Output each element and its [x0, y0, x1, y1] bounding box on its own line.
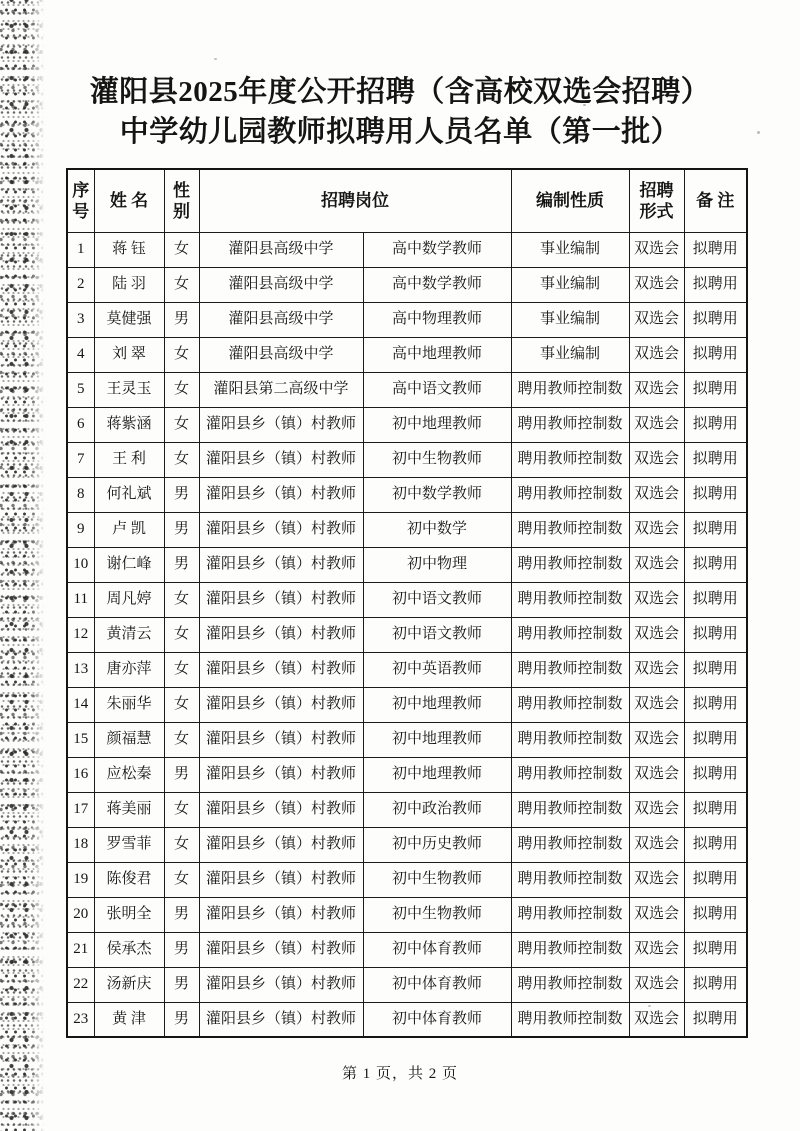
cell-remark: 拟聘用 — [684, 932, 747, 967]
cell-name: 王灵玉 — [94, 372, 164, 407]
cell-form: 双选会 — [629, 792, 684, 827]
header-position: 招聘岗位 — [199, 169, 511, 232]
cell-form: 双选会 — [629, 897, 684, 932]
cell-name: 侯承杰 — [94, 932, 164, 967]
cell-establishment: 聘用教师控制数 — [511, 547, 629, 582]
cell-establishment: 聘用教师控制数 — [511, 372, 629, 407]
cell-establishment: 聘用教师控制数 — [511, 792, 629, 827]
cell-name: 何礼斌 — [94, 477, 164, 512]
cell-seq: 4 — [67, 337, 94, 372]
cell-establishment: 聘用教师控制数 — [511, 827, 629, 862]
table-row — [67, 897, 747, 932]
cell-school: 灌阳县乡（镇）村教师 — [199, 652, 363, 687]
cell-gender: 男 — [164, 512, 199, 547]
cell-remark: 拟聘用 — [684, 827, 747, 862]
cell-school: 灌阳县高级中学 — [199, 302, 363, 337]
cell-gender: 女 — [164, 617, 199, 652]
cell-form: 双选会 — [629, 302, 684, 337]
cell-remark: 拟聘用 — [684, 477, 747, 512]
cell-gender: 女 — [164, 582, 199, 617]
header-gender: 性别 — [164, 169, 199, 232]
cell-school: 灌阳县高级中学 — [199, 267, 363, 302]
cell-school: 灌阳县乡（镇）村教师 — [199, 1002, 363, 1037]
cell-seq: 21 — [67, 932, 94, 967]
cell-school: 灌阳县高级中学 — [199, 232, 363, 267]
cell-establishment: 聘用教师控制数 — [511, 617, 629, 652]
cell-establishment: 聘用教师控制数 — [511, 967, 629, 1002]
cell-remark: 拟聘用 — [684, 302, 747, 337]
cell-establishment: 事业编制 — [511, 337, 629, 372]
header-recruit-form: 招聘形式 — [629, 169, 684, 232]
cell-form: 双选会 — [629, 582, 684, 617]
cell-post: 高中语文教师 — [363, 372, 511, 407]
cell-seq: 23 — [67, 1002, 94, 1037]
cell-remark: 拟聘用 — [684, 267, 747, 302]
cell-post: 初中语文教师 — [363, 617, 511, 652]
cell-gender: 男 — [164, 967, 199, 1002]
scan-speck — [214, 58, 217, 60]
table-row — [67, 477, 747, 512]
cell-school: 灌阳县乡（镇）村教师 — [199, 407, 363, 442]
cell-remark: 拟聘用 — [684, 792, 747, 827]
cell-gender: 男 — [164, 477, 199, 512]
table-row — [67, 967, 747, 1002]
cell-school: 灌阳县乡（镇）村教师 — [199, 477, 363, 512]
cell-seq: 15 — [67, 722, 94, 757]
cell-name: 卢 凯 — [94, 512, 164, 547]
cell-name: 陆 羽 — [94, 267, 164, 302]
cell-form: 双选会 — [629, 932, 684, 967]
cell-name: 唐亦萍 — [94, 652, 164, 687]
cell-post: 初中体育教师 — [363, 967, 511, 1002]
cell-seq: 3 — [67, 302, 94, 337]
cell-post: 高中数学教师 — [363, 232, 511, 267]
cell-school: 灌阳县乡（镇）村教师 — [199, 862, 363, 897]
cell-post: 初中历史教师 — [363, 827, 511, 862]
table-row — [67, 757, 747, 792]
table-header — [67, 169, 747, 232]
table-row — [67, 232, 747, 267]
cell-seq: 17 — [67, 792, 94, 827]
cell-seq: 14 — [67, 687, 94, 722]
cell-remark: 拟聘用 — [684, 757, 747, 792]
table-row — [67, 827, 747, 862]
cell-post: 高中地理教师 — [363, 337, 511, 372]
header-establishment: 编制性质 — [511, 169, 629, 232]
cell-name: 周凡婷 — [94, 582, 164, 617]
cell-form: 双选会 — [629, 1002, 684, 1037]
cell-establishment: 聘用教师控制数 — [511, 1002, 629, 1037]
cell-name: 刘 翠 — [94, 337, 164, 372]
cell-post: 初中生物教师 — [363, 862, 511, 897]
header-remark: 备 注 — [684, 169, 747, 232]
cell-name: 蒋 钰 — [94, 232, 164, 267]
cell-form: 双选会 — [629, 477, 684, 512]
cell-post: 高中物理教师 — [363, 302, 511, 337]
cell-form: 双选会 — [629, 617, 684, 652]
cell-name: 颜福慧 — [94, 722, 164, 757]
cell-name: 汤新庆 — [94, 967, 164, 1002]
cell-name: 谢仁峰 — [94, 547, 164, 582]
table-row — [67, 652, 747, 687]
title-line-2: 中学幼儿园教师拟聘用人员名单（第一批） — [119, 116, 681, 148]
cell-post: 初中英语教师 — [363, 652, 511, 687]
cell-name: 陈俊君 — [94, 862, 164, 897]
roster-table — [66, 168, 748, 1038]
cell-school: 灌阳县乡（镇）村教师 — [199, 582, 363, 617]
cell-gender: 女 — [164, 232, 199, 267]
cell-post: 初中生物教师 — [363, 442, 511, 477]
cell-form: 双选会 — [629, 337, 684, 372]
cell-gender: 女 — [164, 827, 199, 862]
scan-noise-band — [0, 0, 48, 1131]
cell-gender: 女 — [164, 652, 199, 687]
cell-establishment: 聘用教师控制数 — [511, 757, 629, 792]
header-name: 姓 名 — [94, 169, 164, 232]
table-row — [67, 512, 747, 547]
cell-name: 蒋紫涵 — [94, 407, 164, 442]
table-row — [67, 267, 747, 302]
cell-remark: 拟聘用 — [684, 512, 747, 547]
cell-form: 双选会 — [629, 722, 684, 757]
cell-post: 初中地理教师 — [363, 757, 511, 792]
cell-post: 初中体育教师 — [363, 1002, 511, 1037]
table-row — [67, 792, 747, 827]
table-row — [67, 372, 747, 407]
cell-establishment: 聘用教师控制数 — [511, 932, 629, 967]
cell-school: 灌阳县乡（镇）村教师 — [199, 442, 363, 477]
cell-form: 双选会 — [629, 967, 684, 1002]
cell-remark: 拟聘用 — [684, 862, 747, 897]
cell-establishment: 聘用教师控制数 — [511, 897, 629, 932]
cell-establishment: 聘用教师控制数 — [511, 687, 629, 722]
cell-establishment: 事业编制 — [511, 267, 629, 302]
table-row — [67, 722, 747, 757]
cell-school: 灌阳县乡（镇）村教师 — [199, 722, 363, 757]
cell-seq: 11 — [67, 582, 94, 617]
cell-seq: 16 — [67, 757, 94, 792]
cell-gender: 男 — [164, 932, 199, 967]
cell-seq: 9 — [67, 512, 94, 547]
cell-post: 初中地理教师 — [363, 722, 511, 757]
table-row — [67, 442, 747, 477]
cell-gender: 女 — [164, 687, 199, 722]
cell-gender: 女 — [164, 442, 199, 477]
cell-gender: 女 — [164, 337, 199, 372]
table-row — [67, 302, 747, 337]
cell-remark: 拟聘用 — [684, 1002, 747, 1037]
cell-name: 蒋美丽 — [94, 792, 164, 827]
cell-establishment: 聘用教师控制数 — [511, 442, 629, 477]
cell-post: 初中政治教师 — [363, 792, 511, 827]
cell-seq: 19 — [67, 862, 94, 897]
cell-remark: 拟聘用 — [684, 582, 747, 617]
cell-post: 初中地理教师 — [363, 407, 511, 442]
cell-gender: 女 — [164, 862, 199, 897]
table-row — [67, 407, 747, 442]
cell-post: 初中物理 — [363, 547, 511, 582]
cell-remark: 拟聘用 — [684, 722, 747, 757]
cell-school: 灌阳县乡（镇）村教师 — [199, 687, 363, 722]
cell-form: 双选会 — [629, 547, 684, 582]
cell-form: 双选会 — [629, 407, 684, 442]
cell-school: 灌阳县乡（镇）村教师 — [199, 757, 363, 792]
cell-post: 初中体育教师 — [363, 932, 511, 967]
cell-form: 双选会 — [629, 442, 684, 477]
cell-name: 张明全 — [94, 897, 164, 932]
cell-remark: 拟聘用 — [684, 687, 747, 722]
cell-name: 应松秦 — [94, 757, 164, 792]
cell-gender: 女 — [164, 267, 199, 302]
cell-post: 初中数学教师 — [363, 477, 511, 512]
cell-name: 王 利 — [94, 442, 164, 477]
cell-name: 朱丽华 — [94, 687, 164, 722]
header-seq: 序号 — [67, 169, 94, 232]
cell-gender: 男 — [164, 1002, 199, 1037]
table-row — [67, 547, 747, 582]
table-row — [67, 582, 747, 617]
cell-establishment: 事业编制 — [511, 302, 629, 337]
cell-form: 双选会 — [629, 232, 684, 267]
cell-name: 罗雪菲 — [94, 827, 164, 862]
cell-school: 灌阳县乡（镇）村教师 — [199, 967, 363, 1002]
cell-seq: 20 — [67, 897, 94, 932]
cell-gender: 女 — [164, 792, 199, 827]
cell-remark: 拟聘用 — [684, 967, 747, 1002]
table-body — [67, 232, 747, 1037]
cell-school: 灌阳县第二高级中学 — [199, 372, 363, 407]
cell-gender: 女 — [164, 372, 199, 407]
cell-establishment: 聘用教师控制数 — [511, 407, 629, 442]
cell-form: 双选会 — [629, 827, 684, 862]
table-row — [67, 687, 747, 722]
page-footer: 第 1 页，共 2 页 — [341, 1066, 458, 1082]
cell-establishment: 聘用教师控制数 — [511, 512, 629, 547]
header-row — [67, 169, 747, 232]
cell-post: 初中数学 — [363, 512, 511, 547]
cell-post: 初中语文教师 — [363, 582, 511, 617]
cell-remark: 拟聘用 — [684, 897, 747, 932]
cell-school: 灌阳县乡（镇）村教师 — [199, 932, 363, 967]
cell-form: 双选会 — [629, 687, 684, 722]
title-line-1: 灌阳县2025年度公开招聘（含高校双选会招聘） — [89, 76, 711, 108]
cell-remark: 拟聘用 — [684, 652, 747, 687]
cell-establishment: 聘用教师控制数 — [511, 582, 629, 617]
cell-seq: 10 — [67, 547, 94, 582]
cell-remark: 拟聘用 — [684, 442, 747, 477]
cell-seq: 22 — [67, 967, 94, 1002]
cell-school: 灌阳县高级中学 — [199, 337, 363, 372]
cell-seq: 5 — [67, 372, 94, 407]
cell-post: 高中数学教师 — [363, 267, 511, 302]
cell-seq: 2 — [67, 267, 94, 302]
cell-name: 莫健强 — [94, 302, 164, 337]
cell-school: 灌阳县乡（镇）村教师 — [199, 792, 363, 827]
cell-post: 初中地理教师 — [363, 687, 511, 722]
cell-form: 双选会 — [629, 267, 684, 302]
cell-seq: 1 — [67, 232, 94, 267]
table-row — [67, 337, 747, 372]
cell-seq: 7 — [67, 442, 94, 477]
cell-school: 灌阳县乡（镇）村教师 — [199, 512, 363, 547]
cell-name: 黄清云 — [94, 617, 164, 652]
table-row — [67, 1002, 747, 1037]
table-row — [67, 617, 747, 652]
cell-form: 双选会 — [629, 757, 684, 792]
cell-remark: 拟聘用 — [684, 232, 747, 267]
cell-remark: 拟聘用 — [684, 617, 747, 652]
cell-gender: 男 — [164, 757, 199, 792]
cell-school: 灌阳县乡（镇）村教师 — [199, 827, 363, 862]
cell-seq: 6 — [67, 407, 94, 442]
table-row — [67, 862, 747, 897]
cell-name: 黄 津 — [94, 1002, 164, 1037]
cell-form: 双选会 — [629, 372, 684, 407]
cell-gender: 女 — [164, 407, 199, 442]
cell-form: 双选会 — [629, 512, 684, 547]
cell-gender: 男 — [164, 547, 199, 582]
cell-school: 灌阳县乡（镇）村教师 — [199, 547, 363, 582]
cell-establishment: 事业编制 — [511, 232, 629, 267]
cell-establishment: 聘用教师控制数 — [511, 722, 629, 757]
cell-seq: 8 — [67, 477, 94, 512]
cell-remark: 拟聘用 — [684, 407, 747, 442]
cell-establishment: 聘用教师控制数 — [511, 652, 629, 687]
table-row — [67, 932, 747, 967]
cell-school: 灌阳县乡（镇）村教师 — [199, 617, 363, 652]
cell-remark: 拟聘用 — [684, 372, 747, 407]
cell-gender: 男 — [164, 302, 199, 337]
cell-form: 双选会 — [629, 652, 684, 687]
cell-remark: 拟聘用 — [684, 337, 747, 372]
cell-form: 双选会 — [629, 862, 684, 897]
cell-seq: 18 — [67, 827, 94, 862]
cell-post: 初中生物教师 — [363, 897, 511, 932]
cell-seq: 13 — [67, 652, 94, 687]
cell-remark: 拟聘用 — [684, 547, 747, 582]
cell-gender: 女 — [164, 722, 199, 757]
cell-school: 灌阳县乡（镇）村教师 — [199, 897, 363, 932]
cell-establishment: 聘用教师控制数 — [511, 862, 629, 897]
cell-gender: 男 — [164, 897, 199, 932]
cell-seq: 12 — [67, 617, 94, 652]
document-title — [0, 72, 800, 152]
cell-establishment: 聘用教师控制数 — [511, 477, 629, 512]
